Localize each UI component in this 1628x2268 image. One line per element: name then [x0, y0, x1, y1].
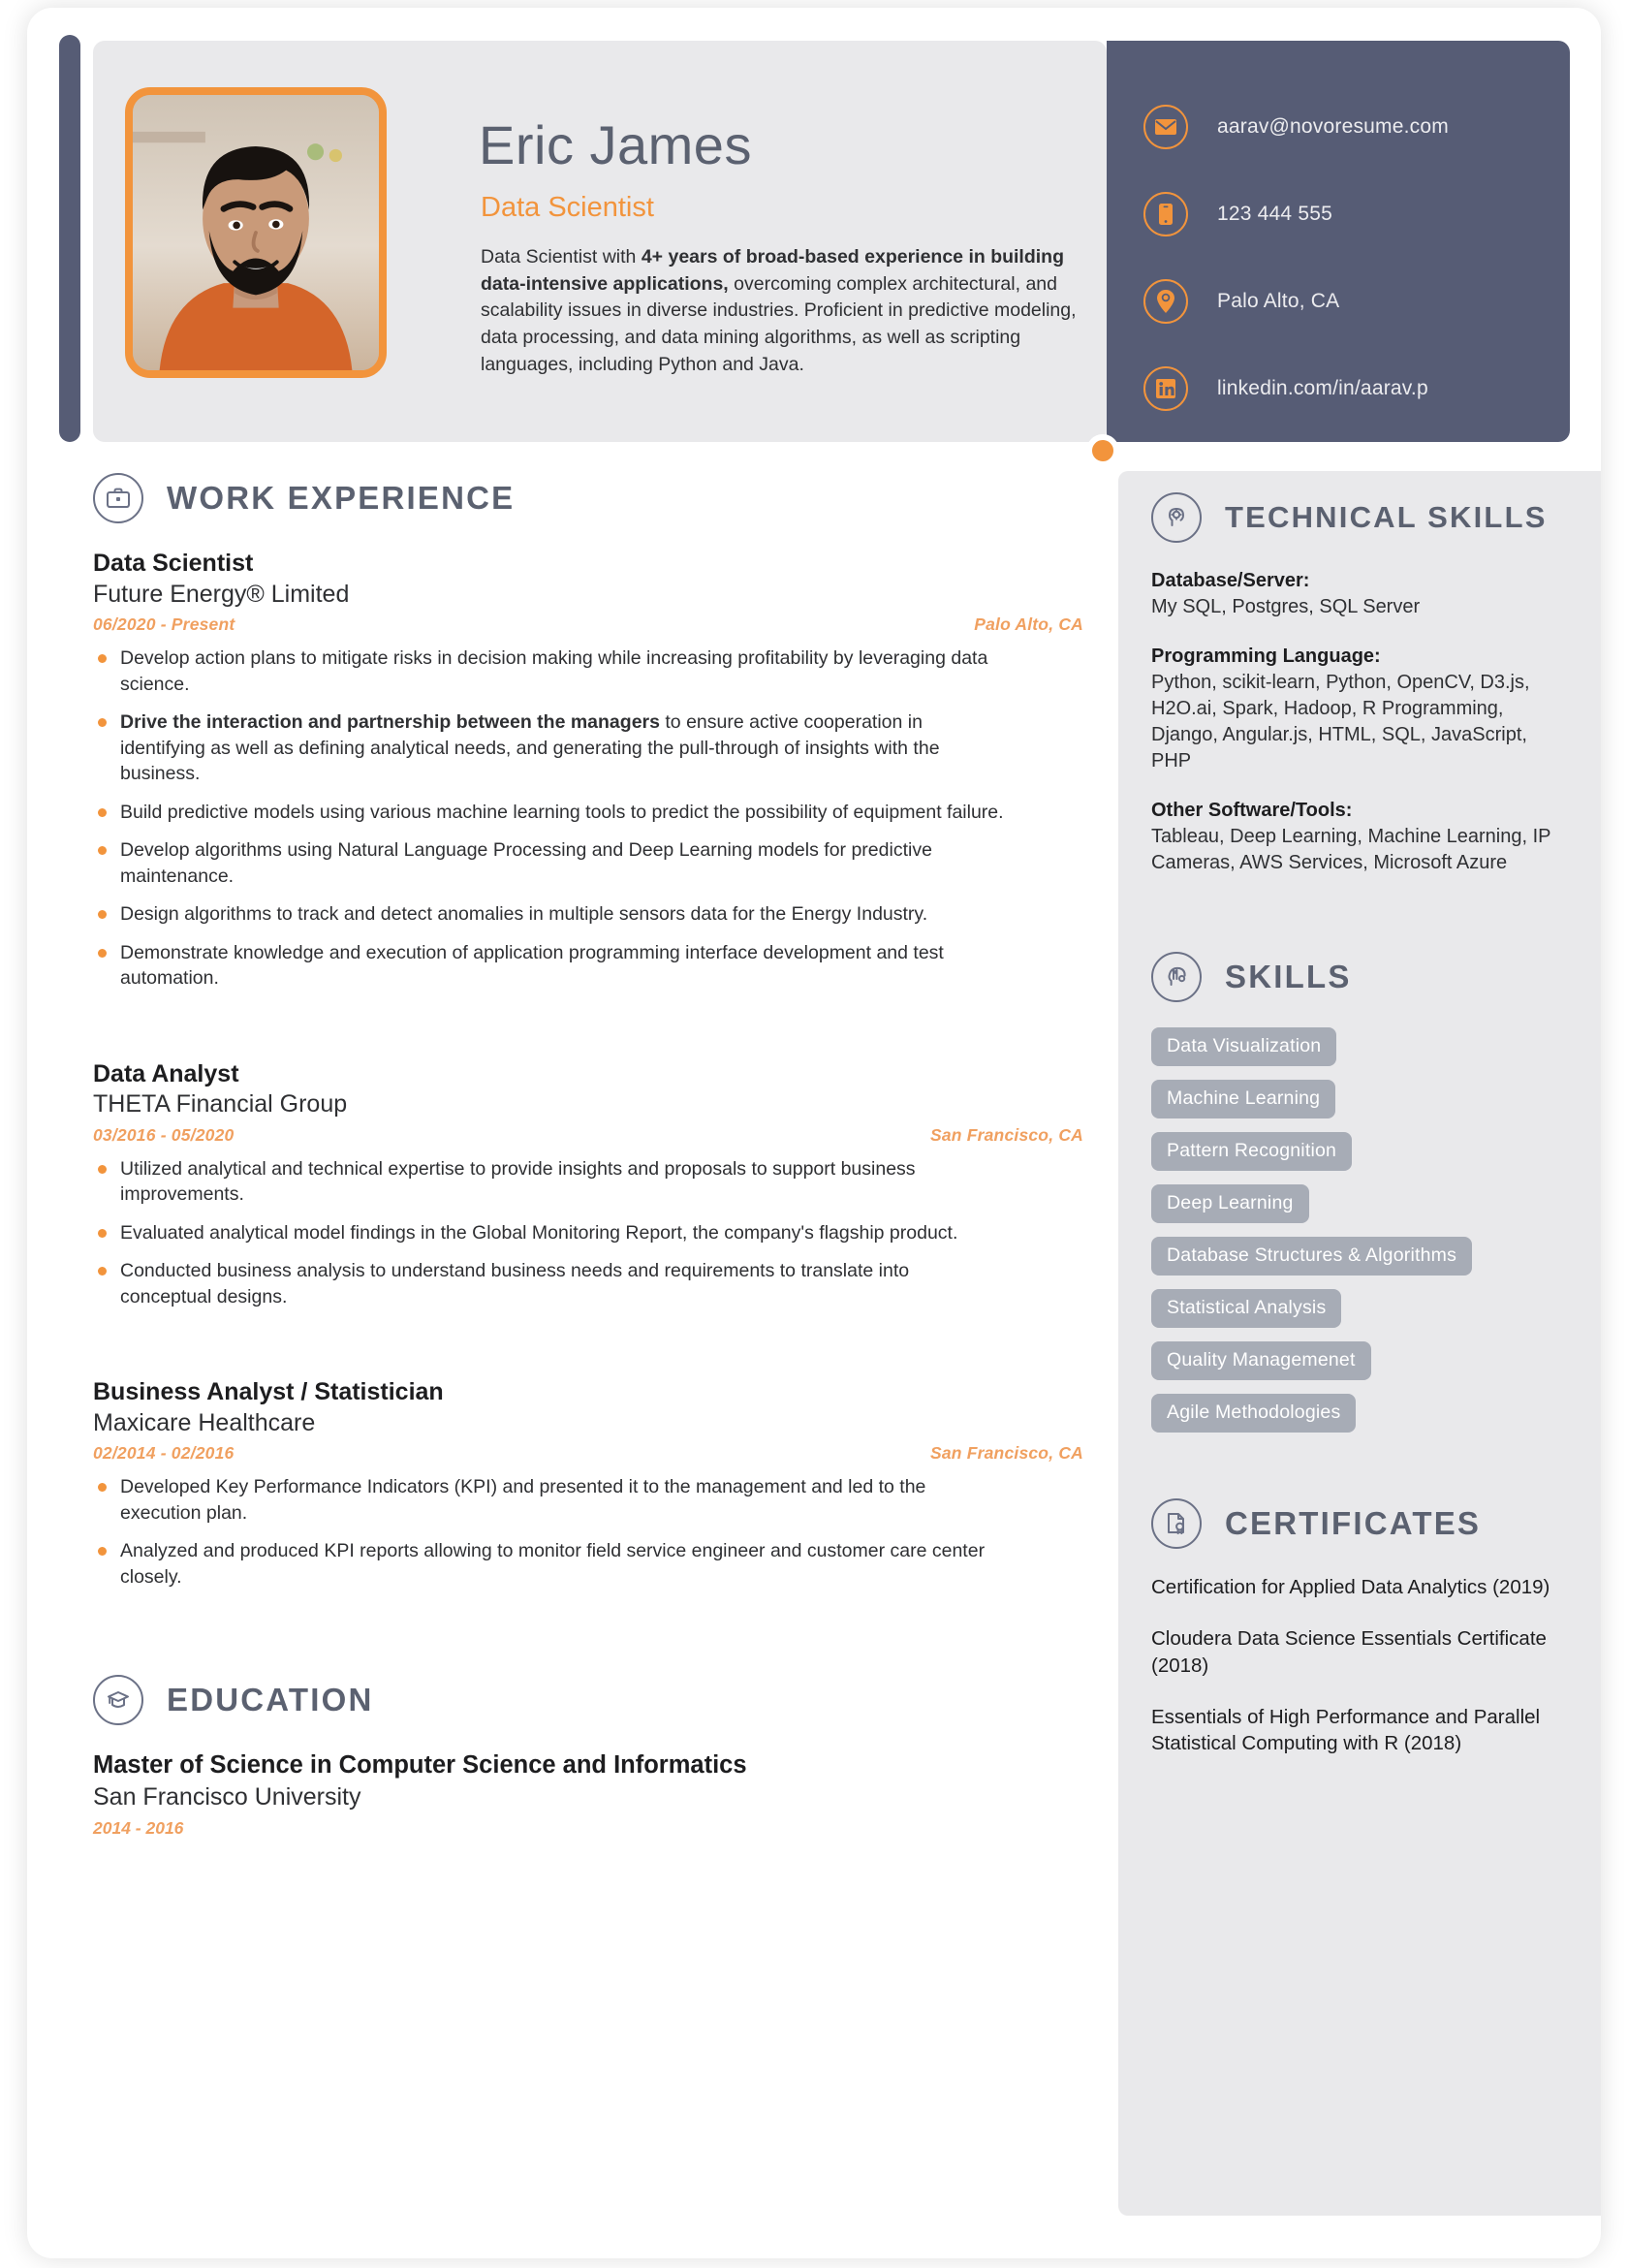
tech-skill-group — [1151, 644, 1570, 774]
contact-linkedin-text: linkedin.com/in/aarav.p — [1217, 377, 1428, 399]
section-title-work-experience: WORK EXPERIENCE — [167, 480, 516, 516]
location-pin-icon — [1143, 279, 1188, 324]
email-icon — [1143, 105, 1188, 149]
contact-item-email[interactable] — [1143, 105, 1570, 149]
list-item — [93, 837, 1004, 889]
education-entry — [93, 1750, 1091, 1838]
linkedin-icon — [1143, 366, 1188, 411]
section-title-certificates: CERTIFICATES — [1225, 1505, 1482, 1541]
header-job-title: Data Scientist — [481, 192, 654, 223]
list-item — [93, 1538, 1004, 1590]
job-role: Business Analyst / Statistician — [93, 1378, 444, 1406]
sidebar — [1118, 471, 1601, 2216]
section-header-technical-skills — [1151, 492, 1570, 543]
section-title-skills: SKILLS — [1225, 959, 1352, 994]
job-company: Future Energy® Limited — [93, 580, 350, 608]
section-title-technical-skills: TECHNICAL SKILLS — [1225, 500, 1548, 534]
certificate-item: Certification for Applied Data Analytics (2019) — [1151, 1576, 1550, 1598]
job-location: Palo Alto, CA — [974, 614, 1083, 634]
education-degree: Master of Science in Computer Science and Informatics — [93, 1751, 747, 1780]
section-header-certificates — [1151, 1498, 1570, 1549]
resume-page — [27, 8, 1601, 2258]
job-bullet-list — [93, 1156, 1091, 1310]
contact-phone-text: 123 444 555 — [1217, 203, 1332, 225]
profile-summary — [481, 244, 1106, 378]
spacer — [1151, 1446, 1570, 1498]
briefcase-icon — [93, 473, 143, 523]
list-item — [93, 1156, 1004, 1208]
avatar — [125, 87, 387, 378]
bullet-text: Utilized analytical and technical expertise to provide insights and proposals to support business improvements. — [120, 1157, 916, 1206]
tech-skill-label: Database/Server: — [1151, 570, 1310, 591]
job-role: Data Analyst — [93, 1059, 239, 1087]
tech-skill-label: Programming Language: — [1151, 646, 1381, 667]
certificate-item: Cloudera Data Science Essentials Certificate (2018) — [1151, 1627, 1547, 1677]
contact-location-text: Palo Alto, CA — [1217, 290, 1340, 312]
list-item — [93, 646, 1004, 697]
section-header-skills — [1151, 952, 1570, 1002]
summary-prefix: Data Scientist with — [481, 246, 642, 268]
main-column — [93, 473, 1091, 1839]
summary-bold: 4+ years of broad-based experience in building data-intensive applications, — [481, 246, 1064, 295]
section-header-work-experience — [93, 473, 1091, 523]
bullet-text: Analyzed and produced KPI reports allowing to monitor field service engineer and customer care center closely. — [120, 1540, 986, 1588]
job-entry — [93, 549, 1091, 992]
tech-skill-group — [1151, 568, 1570, 620]
skill-pill[interactable]: Agile Methodologies — [1151, 1394, 1356, 1433]
spacer — [93, 1021, 1091, 1059]
list-item — [93, 800, 1004, 826]
skill-pill[interactable]: Quality Managemenet — [1151, 1341, 1371, 1380]
skill-pill[interactable]: Data Visualization — [1151, 1027, 1336, 1066]
bullet-text: Conducted business analysis to understand business needs and requirements to translate into conceptual designs. — [120, 1260, 910, 1307]
job-location: San Francisco, CA — [929, 1124, 1083, 1145]
skill-pill[interactable]: Machine Learning — [1151, 1080, 1335, 1118]
page-title: Eric James — [479, 114, 752, 175]
job-meta — [93, 1443, 1091, 1464]
bullet-text: to ensure active cooperation in identifying as well as defining analytical needs, and generating the pull-through of insights with the business. — [120, 711, 940, 785]
education-date: 2014 - 2016 — [93, 1817, 184, 1838]
bullet-text: Develop action plans to mitigate risks in decision making while increasing profitability by leveraging data science. — [120, 647, 988, 695]
job-company: THETA Financial Group — [93, 1090, 348, 1118]
list-item — [93, 1220, 1004, 1246]
left-accent-bar — [59, 35, 80, 442]
job-bullet-list — [93, 646, 1091, 992]
spacer — [93, 1619, 1091, 1675]
bullet-text: Demonstrate knowledge and execution of application programming interface development and test automation. — [120, 941, 944, 990]
bullet-text: Design algorithms to track and detect anomalies in multiple sensors data for the Energy Industry. — [120, 903, 928, 926]
tech-skill-label: Other Software/Tools: — [1151, 800, 1353, 821]
spacer — [1151, 899, 1570, 952]
job-company: Maxicare Healthcare — [93, 1408, 316, 1436]
job-meta — [93, 1125, 1091, 1146]
skill-pill[interactable]: Statistical Analysis — [1151, 1289, 1341, 1328]
job-entry — [93, 1059, 1091, 1310]
list-item — [93, 940, 1004, 992]
job-date: 03/2016 - 05/2020 — [93, 1124, 235, 1145]
certificate-list — [1151, 1574, 1570, 1756]
education-school: San Francisco University — [93, 1783, 361, 1811]
list-item — [93, 901, 1004, 928]
head-gear-icon — [1151, 952, 1202, 1002]
job-location: San Francisco, CA — [929, 1443, 1083, 1464]
tech-skill-value: My SQL, Postgres, SQL Server — [1151, 596, 1421, 617]
tech-skill-group — [1151, 798, 1570, 876]
bullet-text: Build predictive models using various machine learning tools to predict the possibility of equipment failure. — [120, 801, 1004, 823]
job-entry — [93, 1377, 1091, 1590]
summary-suffix: overcoming complex architectural, and scalability issues in diverse industries. Proficient in predictive modeling, data processing, and data mining algorithms, as well as scripting languages, including Python and Java. — [481, 272, 1077, 375]
phone-icon — [1143, 192, 1188, 236]
brain-gear-icon — [1151, 492, 1202, 543]
skill-pill-list — [1151, 1027, 1570, 1433]
contact-item-location[interactable] — [1143, 279, 1570, 324]
divider-dot — [1086, 434, 1119, 467]
job-date: 06/2020 - Present — [93, 614, 235, 634]
section-header-education — [93, 1675, 1091, 1725]
certificate-icon — [1151, 1498, 1202, 1549]
contact-item-phone[interactable] — [1143, 192, 1570, 236]
tech-skill-value: Python, scikit-learn, Python, OpenCV, D3.js, H2O.ai, Spark, Hadoop, R Programming, Django, Angular.js, HTML, SQL, JavaScript, PHP — [1151, 672, 1530, 772]
list-item — [93, 1258, 1004, 1309]
job-bullet-list — [93, 1474, 1091, 1590]
graduation-cap-icon — [93, 1675, 143, 1725]
contact-email-text: aarav@novoresume.com — [1217, 115, 1449, 138]
skill-pill[interactable]: Database Structures & Algorithms — [1151, 1237, 1472, 1276]
job-meta — [93, 614, 1091, 635]
bullet-text: Evaluated analytical model findings in the Global Monitoring Report, the company's flagship product. — [120, 1221, 958, 1244]
contact-list — [1143, 105, 1570, 454]
tech-skill-value: Tableau, Deep Learning, Machine Learning, IP Cameras, AWS Services, Microsoft Azure — [1151, 826, 1551, 873]
bullet-bold: Drive the interaction and partnership between the managers — [120, 711, 660, 734]
bullet-text: Developed Key Performance Indicators (KPI) and presented it to the management and led to the execution plan. — [120, 1476, 926, 1524]
certificate-item: Essentials of High Performance and Parallel Statistical Computing with R (2018) — [1151, 1705, 1541, 1754]
job-date: 02/2014 - 02/2016 — [93, 1443, 235, 1464]
job-role: Data Scientist — [93, 550, 254, 577]
spacer — [93, 1339, 1091, 1377]
bullet-text: Develop algorithms using Natural Language Processing and Deep Learning models for predictive maintenance. — [120, 839, 932, 887]
resume-header — [93, 41, 1570, 442]
section-title-education: EDUCATION — [167, 1682, 374, 1718]
skill-pill[interactable]: Pattern Recognition — [1151, 1132, 1352, 1171]
list-item — [93, 709, 1004, 787]
list-item — [93, 1474, 1004, 1526]
contact-item-linkedin[interactable] — [1143, 366, 1570, 411]
skill-pill[interactable]: Deep Learning — [1151, 1184, 1309, 1223]
